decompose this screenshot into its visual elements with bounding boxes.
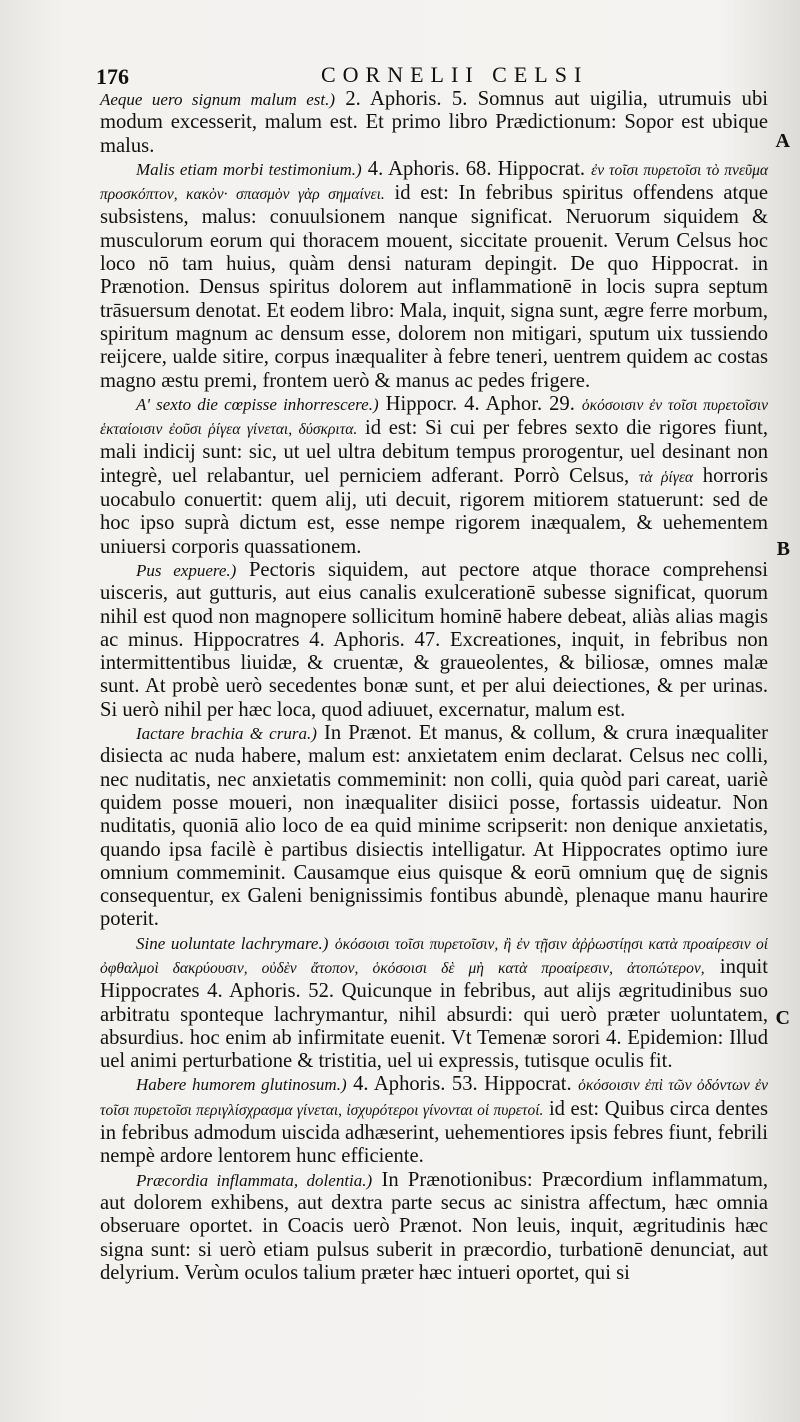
lemma: Sine uoluntate lachrymare.) [136,933,329,953]
greek-quotation: ὁκόσοισιν ἐν τοῖσι πυρετοῖσιν ἑκταίοισιν ἐοῦσι ῥίγεα γίνεται, δύσκριτα. [100,396,769,439]
lemma: A' sexto die cœpisse inhorrescere.) [136,394,379,414]
commentary-text: 4. Aphoris. 53. Hippocrat. [346,1073,579,1096]
commentary-text: 4. Aphoris. 68. Hippocrat. [361,157,592,180]
paragraph [100,932,768,1074]
body-text [100,88,768,1285]
commentary-text: id est: In febribus spiritus offendens atque subsistens, malus: conuulsionem nanque significat. Neruorum siquidem & musculorum eorum qui thoracem mouent, siccitate prouenit. Verum Celsus hoc loco nō tam huius, quàm densi naturam depingit. De quo Hippocrat. in Prænotion. Densus spiritus dolorem aut inflammationē in locis supra septum trāsuersum denotat. Et eodem libro: Mala, inquit, signa sunt, ægre ferre morbum, spiritum magnum ac densum esse, dolorem non mitigari, sputum uix tussiendo reijcere, ualde sitire, corpus inæqualiter à febre teneri, uentrem quidem ac costas magno æstu premi, frontem uerò & manus ac pedes frigere. [100,182,768,392]
page-number: 176 [96,64,129,89]
margin-letter-b: B [776,538,790,560]
paragraph [100,1073,768,1168]
commentary-text: 2. Aphoris. 5. Somnus aut uigilia, utrumuis ubi modum excesserit, malum est. Et primo libro Prædictionum: Sopor est ubique malus. [100,88,768,157]
commentary-text: inquit Hippocrates 4. Aphoris. 52. Quicunque in febribus, aut alijs ægritudinibus suo arbitratu sponteque lachrymantur, nihil absurdi: qui uerò præter uoluntatem, absurdius. hoc enim ab infirmitate euenit. Vt Temenæ sorori 4. Epidemion: Illud uel animi perturbatione & tristitia, uel ui expressis, tutisque oculis fit. [100,955,768,1073]
running-head: CORNELII CELSI [321,62,589,87]
paragraph [100,88,768,158]
lemma: Iactare brachia & crura.) [136,724,317,744]
paragraph [100,1169,768,1285]
commentary-text: Hippocr. 4. Aphor. 29. [378,392,582,415]
paragraph [100,158,768,393]
greek-quotation: τὰ ῥίγεα [638,468,694,486]
lemma: Præcordia inflammata, dolentia.) [136,1170,373,1190]
paragraph [100,722,768,932]
commentary-text: In Prænot. Et manus, & collum, & crura inæqualiter disiecta ac nuda habere, malum est: anxietatem enim declarat. Celsus nec colli, nec nuditatis, nec anxietatis commeminit: non colli, quia quòd pari careat, uariè quidem posse moueri, non inæqualiter disiici posse, fortassis uideatur. Non nuditatis, quoniā alio loco de ea quid minime scripserit: non denique anxietatis, quando ipsa facilè è partibus disiectis intelligatur. At Hippocrates optimo iure omnium commeminit. Causamque eius quisque & eorū omnium quę de signis consequentur, ex Galeni benignissimis fontibus abundè, plenaque manu haurire poterit. [100,722,768,931]
commentary-text: Pectoris siquidem, aut pectore atque thorace comprehensi uisceris, aut gutturis, aut eius canalis exulcerationē subesse significat, quorum nihil est quod non magnopere sollicitum hominē habere debeat, aliàs alias magis ac minus. Hippocratres 4. Aphoris. 47. Excreationes, inquit, in febribus non intermittentibus liuidæ, & cruentæ, & graueolentes, & biliosæ, omnes malæ sunt. At probè uerò secedentes bonæ sunt, et per alui deiectiones, & per urinas. Si uerò nihil per hæc loca, quod adiuuet, excernatur, malum est. [100,558,768,721]
margin-letter-a: A [775,130,790,152]
greek-quotation: ὁκόσοισι τοῖσι πυρετοῖσιν, ἢ ἐν τῇσιν ἀῤῥωστίῃσι κατὰ προαίρεσιν οἱ ὀφθαλμοὶ δακρύουσιν, οὐδὲν ἄτοπον, ὁκόσοισι δὲ μὴ κατὰ προαίρεσιν, ἀτοπώτερον, [100,935,768,977]
page-header [96,62,766,90]
lemma: Malis etiam morbi testimonium.) [136,159,362,179]
commentary-text: id est: Quibus circa dentes in febribus admodum uiscida adhæserint, uehementiores ipsis febres fiunt, febrili nempè ardore lentorem hunc efficiente. [100,1097,768,1168]
commentary-text: horroris uocabulo conuertit: quem alij, uti decuit, rigorem mitiorem statuerunt: sed de hoc ipso suprà dictum est, esse nempe rigorem inæqualem, & uehementem uniuersi corporis quassationem. [100,464,768,558]
paragraph [100,559,768,722]
lemma: Aeque uero signum malum est.) [100,90,336,109]
lemma: Habere humorem glutinosum.) [136,1075,347,1095]
lemma: Pus expuere.) [136,560,237,580]
greek-quotation: ὁκόσοισιν ἐπὶ τῶν ὀδόντων ἐν τοῖσι πυρετοῖσι περιγλίσχρασμα γίνεται, ἰσχυρότεροι γίνονται οἱ πυρετοί. [100,1077,768,1119]
paragraph [100,393,768,559]
commentary-text: In Prænotionibus: Præcordium inflammatum, aut dolorem exhibens, aut dextra parte secus ac sinistra affectum, hæc omnia obseruare oportet. in Coacis uerò Prænot. Non leuis, inquit, ægritudinis hæc signa sunt: si uerò etiam pulsus suberit in præcordio, turbationē denunciat, aut delyrium. Verùm oculos talium præter hæc intueri oportet, qui si [100,1168,768,1284]
commentary-text: id est: Si cui per febres sexto die rigores fiunt, mali indicij sunt: sic, ut uel ultra debitum tempus prorogentur, uel desinant non integrè, uel relabantur, uel perniciem adferant. Porrò Celsus, [100,417,768,487]
margin-letter-c: C [775,1007,790,1029]
greek-quotation: ἐν τοῖσι πυρετοῖσι τὸ πνεῦμα προσκόπτον, κακὸν· σπασμὸν γὰρ σημαίνει. [100,161,768,204]
